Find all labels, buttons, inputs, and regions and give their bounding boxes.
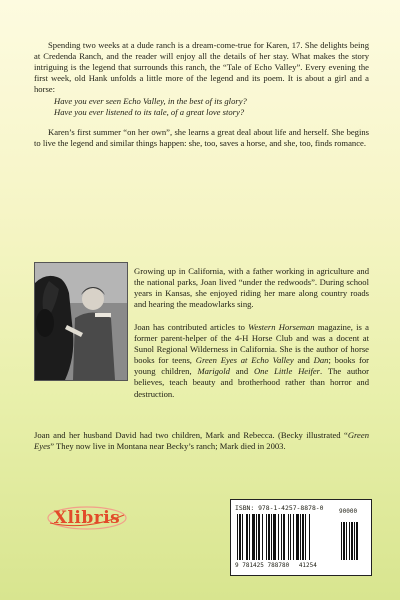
synopsis-paragraph-1: Spending two weeks at a dude ranch is a dream-come-true for Karen, 17. She delights being at Credenda Ranch, and the reader will enjoy all the details of her stay. What makes the story intriguing is the legend that surrounds this ranch, the “Tale of Echo Valley”. Every evening the first week, old Hank unfolds a little more of the legend and its poem. It is about a girl and a horse: xyxy=(34,40,369,95)
book-title: Dan xyxy=(313,355,329,366)
publisher-name: Xlibris xyxy=(53,508,121,528)
poem-line-1: Have you ever seen Echo Valley, in the best of its glory? xyxy=(54,96,247,106)
barcode-bar xyxy=(249,514,250,560)
bio-text: and xyxy=(293,355,314,366)
book-title: Marigold xyxy=(197,366,230,377)
barcode-bar xyxy=(258,514,260,560)
barcode-bar xyxy=(268,514,270,560)
barcode-bar xyxy=(288,514,289,560)
barcode-bar xyxy=(266,514,267,560)
barcode-bar xyxy=(305,514,306,560)
bio-text: ” They now live in Montana near Becky’s ranch; Mark died in 2003. xyxy=(50,441,286,452)
price-addon: 90000 xyxy=(339,508,358,515)
barcode-bar xyxy=(242,514,243,560)
addon-bar xyxy=(351,522,353,560)
author-photo xyxy=(34,262,128,381)
barcode-bar xyxy=(271,514,272,560)
addon-bar xyxy=(354,522,355,560)
bio-paragraph-1: Growing up in California, with a father working in agriculture and the national parks, Joan lived “under the redwoods”. During school years in Kansas, she enjoyed riding her mare along country roads and hearing the meadowlarks sing. xyxy=(134,266,369,310)
barcode-bars xyxy=(235,514,367,560)
barcode-bar xyxy=(302,514,304,560)
barcode-digits xyxy=(235,562,317,569)
bio-text: Joan has contributed articles to xyxy=(134,322,249,332)
bio-paragraph-2 xyxy=(134,322,369,400)
barcode-bar xyxy=(281,514,282,560)
barcode-bar xyxy=(262,514,263,560)
barcode-bar xyxy=(237,514,238,560)
book-title: Green Eyes at Echo Valley xyxy=(195,355,294,366)
synopsis-paragraph-2: Karen’s first summer “on her own”, she learns a great deal about life and herself. She begins to live the legend and similar things happen: she, too, saves a horse, and she, too, finds romance. xyxy=(34,127,369,149)
book-title: Green Eyes xyxy=(34,430,369,452)
barcode-bar xyxy=(252,514,255,560)
barcode-bar xyxy=(246,514,248,560)
poem-line-2: Have you ever listened to its tale, of a great love story? xyxy=(54,107,245,118)
addon-bar xyxy=(341,522,342,560)
publisher-logo xyxy=(46,505,128,531)
book-title: One Little Heifer xyxy=(253,366,321,377)
barcode-bar xyxy=(290,514,291,560)
addon-bar xyxy=(346,522,347,560)
barcode-bar xyxy=(256,514,257,560)
magazine-title: Western Horseman xyxy=(248,322,315,332)
ean-digits: 9 781425 788780 xyxy=(235,562,290,569)
barcode-bar xyxy=(273,514,276,560)
addon-bar xyxy=(349,522,350,560)
barcode-bar xyxy=(278,514,279,560)
poem-excerpt xyxy=(54,96,374,118)
bio-text: ; books for young children, xyxy=(134,355,369,377)
bio-text: magazine, is a former parent-helper of the 4-H Horse Club and was a docent at Sunol Regional Wilderness in California. She is the author of horse books for teens, xyxy=(134,322,369,366)
addon-digits: 41254 xyxy=(298,562,317,569)
barcode-bar xyxy=(283,514,285,560)
isbn-text: ISBN: 978-1-4257-8878-0 xyxy=(235,504,324,512)
barcode-bar xyxy=(300,514,301,560)
bio-text: . The author believes, teach beauty and brotherhood rather than horror and destruction. xyxy=(134,366,369,399)
barcode-bar xyxy=(296,514,299,560)
bio-paragraph-3 xyxy=(34,430,369,452)
barcode-bar xyxy=(309,514,310,560)
barcode-bar xyxy=(293,514,294,560)
barcode-bar xyxy=(239,514,241,560)
addon-bar xyxy=(356,522,358,560)
addon-bar xyxy=(343,522,345,560)
author-with-horse-image xyxy=(35,263,127,380)
bio-text: and xyxy=(229,366,254,377)
barcode-panel xyxy=(230,499,372,576)
bio-text: Joan and her husband David had two children, Mark and Rebecca. (Becky illustrated “ xyxy=(34,430,348,440)
